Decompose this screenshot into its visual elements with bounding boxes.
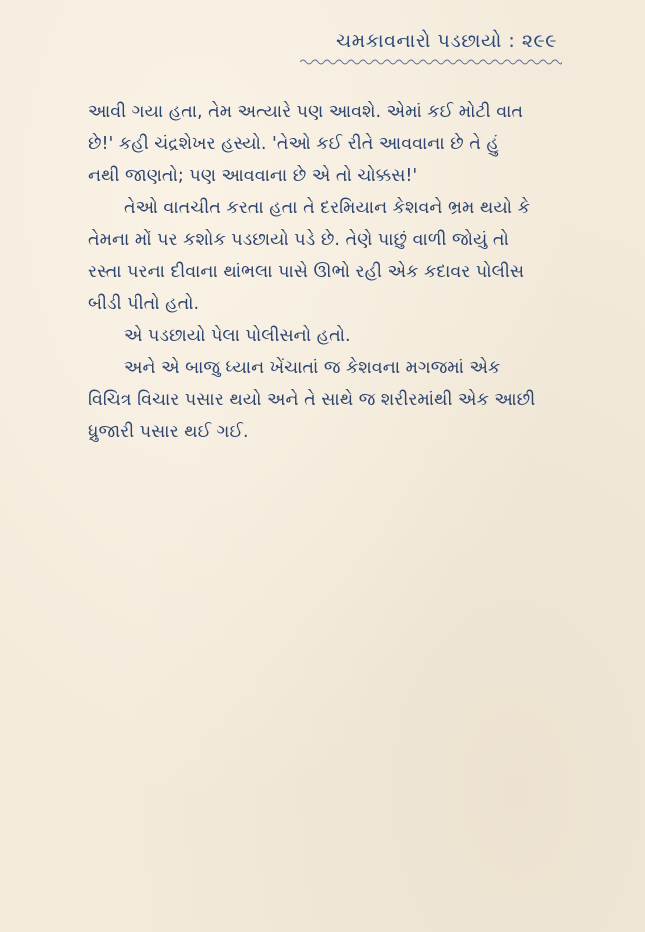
text-line: અને એ બાજુ ધ્યાન ખેંચાતાં જ કેશવના મગજમાં એક: [124, 358, 501, 378]
text-line: ધ્રુજારી પસાર થઈ ગઈ.: [88, 422, 249, 442]
text-line: તેઓ વાતચીત કરતા હતા તે દરમિયાન કેશવને ભ્રમ થયો કે: [124, 198, 530, 218]
text-line: એ પડછાયો પેલા પોલીસનો હતો.: [124, 326, 351, 346]
running-head: ચમકાવનારો પડછાયો : ૨૯૯: [336, 30, 557, 52]
wavy-rule: [300, 58, 562, 66]
text-line: રસ્તા પરના દીવાના થાંભલા પાસે ઊભો રહી એક કદાવર પોલીસ: [88, 262, 525, 282]
text-line: વિચિત્ર વિચાર પસાર થયો અને તે સાથે જ શરીરમાંથી એક આછી: [88, 390, 536, 410]
text-line: તેમના મોં પર કશોક પડછાયો પડે છે. તેણે પાછું વાળી જોયું તો: [88, 230, 509, 250]
body-text: [88, 96, 574, 448]
text-line: નથી જાણતો; પણ આવવાના છે એ તો ચોક્કસ!': [88, 166, 418, 186]
text-line: આવી ગયા હતા, તેમ અત્યારે પણ આવશે. એમાં કઈ મોટી વાત: [88, 102, 524, 122]
text-line: બીડી પીતો હતો.: [88, 294, 200, 314]
text-line: છે!' કહી ચંદ્રશેખર હસ્યો. 'તેઓ કઈ રીતે આવવાના છે તે હું: [88, 134, 499, 154]
